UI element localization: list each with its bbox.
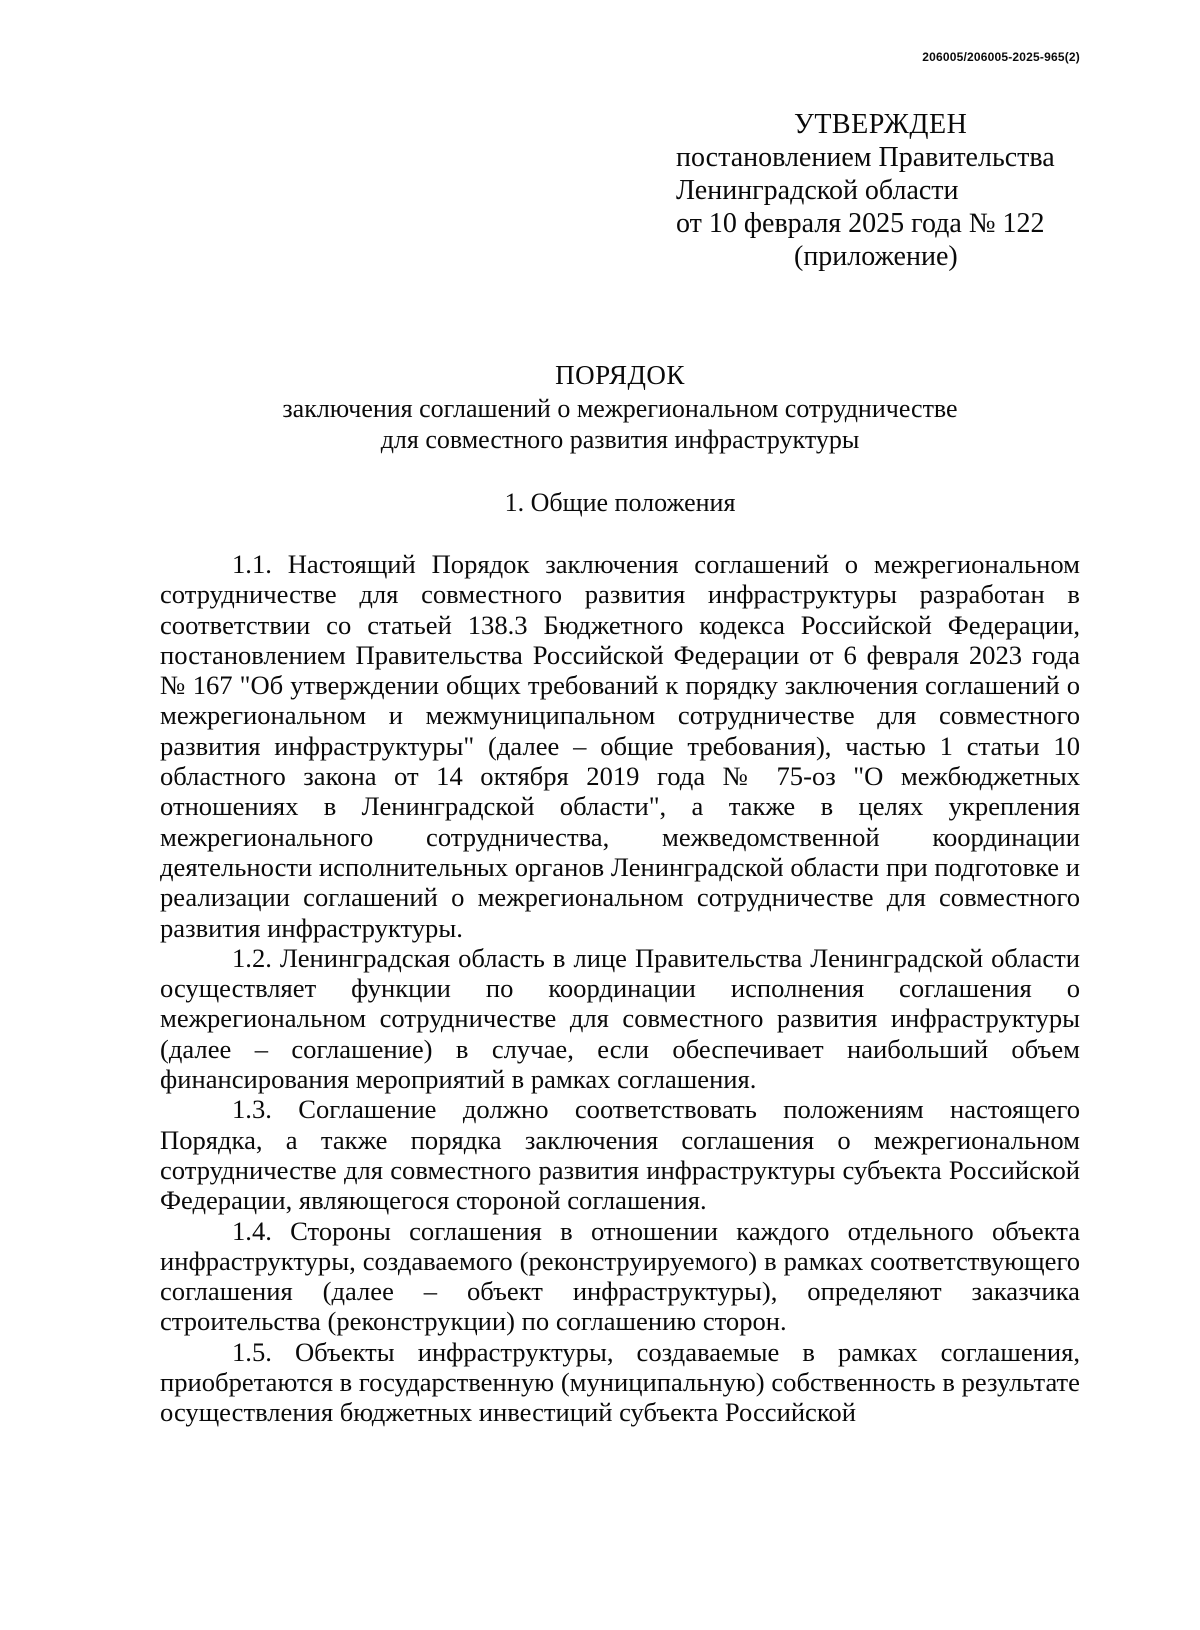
paragraph-1-1: 1.1. Настоящий Порядок заключения соглашений о межрегиональном сотрудничестве для совместного развития инфраструктуры разработан в соответствии со статьей 138.3 Бюджетного кодекса Российской Федерации, постановлением Правительства Российской Федерации от 6 февраля 2023 года № 167 "Об утверждении общих требований к порядку заключения соглашений о межрегиональном и межмуниципальном сотрудничестве для совместного развития инфраструктуры" (далее – общие требования), частью 1 статьи 10 областного закона от 14 октября 2019 года № 75-оз "О межбюджетных отношениях в Ленинградской области", а также в целях укрепления межрегионального сотрудничества, межведомственной координации деятельности исполнительных органов Ленинградской области при подготовке и реализации соглашений о межрегиональном сотрудничестве для совместного развития инфраструктуры. <box>160 549 1080 943</box>
approval-title: УТВЕРЖДЕН <box>794 109 968 140</box>
paragraph-1-3: 1.3. Соглашение должно соответствовать положениям настоящего Порядка, а также порядка заключения соглашения о межрегиональном сотрудничестве для совместного развития инфраструктуры субъекта Российской Федерации, являющегося стороной соглашения. <box>160 1094 1080 1216</box>
approval-stamp-block <box>676 108 1096 273</box>
approval-line-region: Ленинградской области <box>676 175 959 206</box>
approval-appendix-note: (приложение) <box>794 241 958 272</box>
paragraph-1-2: 1.2. Ленинградская область в лице Правительства Ленинградской области осуществляет функции по координации исполнения соглашения о межрегиональном сотрудничестве для совместного развития инфраструктуры (далее – соглашение) в случае, если обеспечивает наибольший объем финансирования мероприятий в рамках соглашения. <box>160 942 1080 1095</box>
document-body <box>160 549 1080 1428</box>
document-heading <box>160 360 1080 455</box>
document-subtitle-line-2: для совместного развития инфраструктуры <box>380 425 860 454</box>
section-title: 1. Общие положения <box>504 488 736 517</box>
paragraph-1-4: 1.4. Стороны соглашения в отношении каждого отдельного объекта инфраструктуры, создаваемого (реконструируемого) в рамках соответствующего соглашения (далее – объект инфраструктуры), определяют заказчика строительства (реконструкции) по соглашению сторон. <box>160 1215 1080 1337</box>
approval-line-resolution: постановлением Правительства <box>676 142 1055 173</box>
document-title: ПОРЯДОК <box>555 360 685 390</box>
document-subtitle-line-1: заключения соглашений о межрегиональном сотрудничестве <box>282 394 958 423</box>
approval-line-date-number: от 10 февраля 2025 года № 122 <box>676 208 1045 239</box>
paragraph-1-5: 1.5. Объекты инфраструктуры, создаваемые в рамках соглашения, приобретаются в государственную (муниципальную) собственность в результате осуществления бюджетных инвестиций субъекта Российской <box>160 1336 1080 1428</box>
document-registration-code: 206005/206005-2025-965(2) <box>922 50 1080 64</box>
